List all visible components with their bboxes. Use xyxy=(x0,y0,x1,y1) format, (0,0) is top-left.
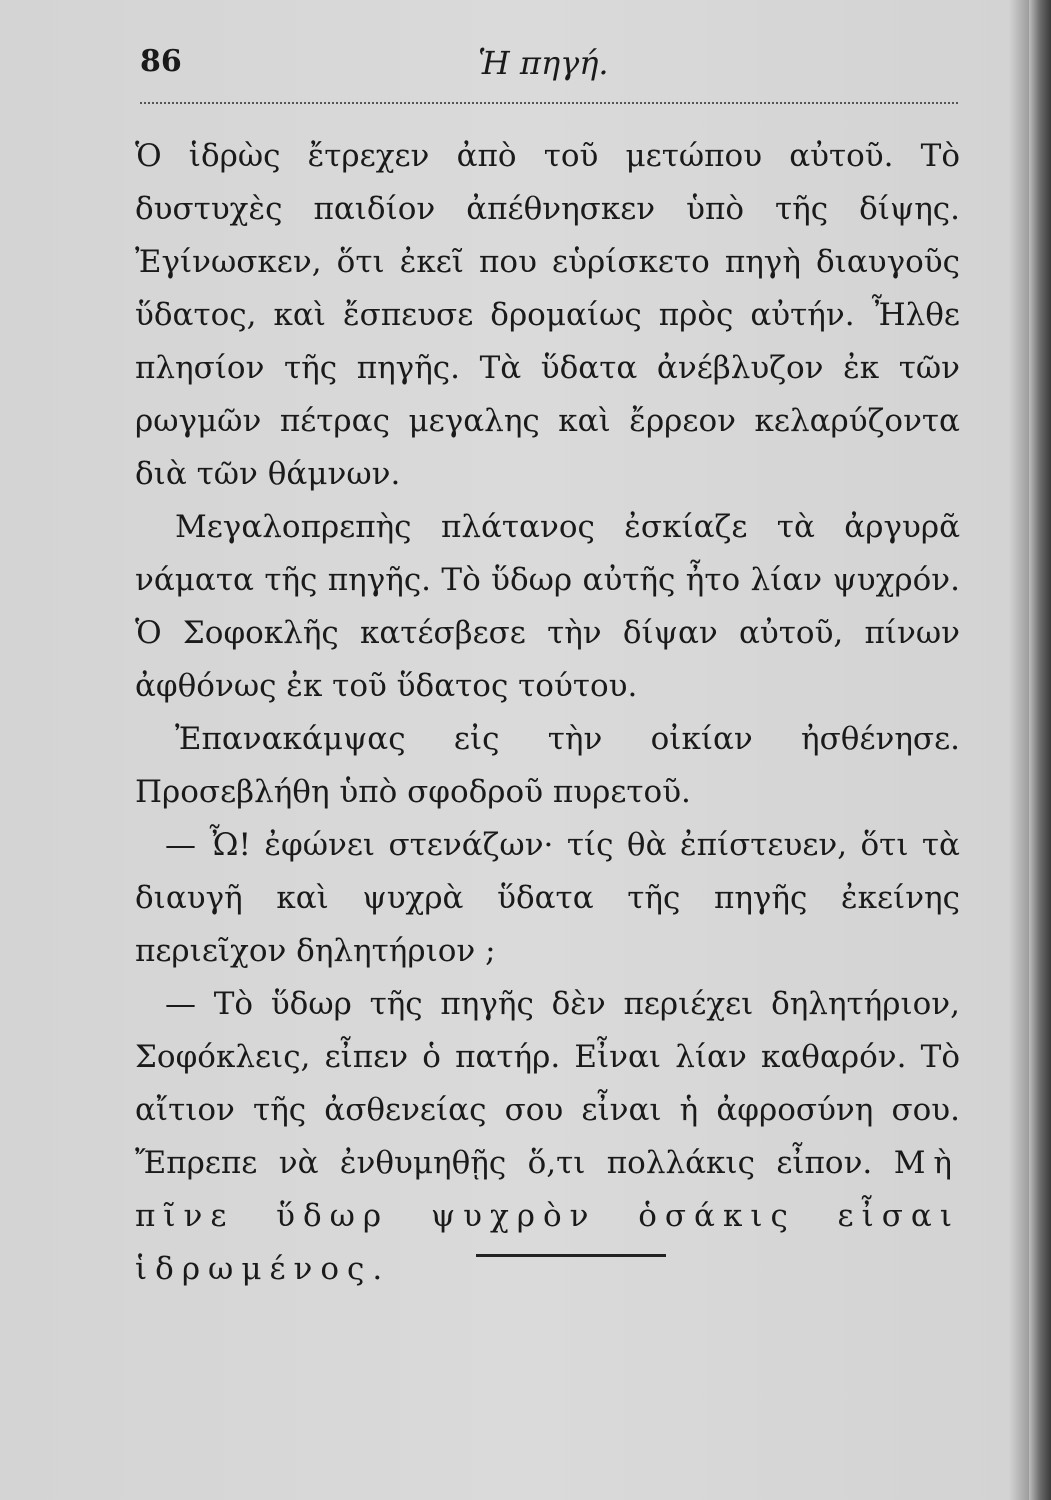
paragraph: Ἐπανακάμψας εἰς τὴν οἰκίαν ἠσθένησε. Προσεβλήθη ὑπὸ σφοδροῦ πυρετοῦ. xyxy=(135,721,960,810)
header-rule xyxy=(140,102,958,104)
book-spine-shadow xyxy=(1029,0,1051,1500)
paragraph-dialogue xyxy=(135,978,960,1296)
paragraph-text: — Τὸ ὕδωρ τῆς πηγῆς δὲν περιέχει δηλητήριον, Σοφόκλεις, εἶπεν ὁ πατήρ. Εἶναι λίαν καθαρόν. Τὸ αἴτιον τῆς ἀσθενείας σου εἶναι ἡ ἀφροσύνη σου. Ἔπρεπε νὰ ἐνθυμηθῇς ὅ,τι πολλάκις εἶπον. xyxy=(135,986,960,1181)
emphasized-text: Μὴ πῖνε ὕδωρ ψυχρὸν ὁσάκις εἶσαι ἱδρωμένος. xyxy=(135,1145,961,1287)
page-header xyxy=(140,40,960,100)
body-text xyxy=(135,130,960,1296)
paragraph: Μεγαλοπρεπὴς πλάτανος ἐσκίαζε τὰ ἀργυρᾶ νάματα τῆς πηγῆς. Τὸ ὕδωρ αὐτῆς ἦτο λίαν ψυχρόν. Ὁ Σοφοκλῆς κατέσβεσε τὴν δίψαν αὐτοῦ, πίνων ἀφθόνως ἐκ τοῦ ὕδατος τούτου. xyxy=(135,509,960,704)
paragraph-dialogue: — Ὦ! ἐφώνει στενάζων· τίς θὰ ἐπίστευεν, ὅτι τὰ διαυγῆ καὶ ψυχρὰ ὕδατα τῆς πηγῆς ἐκείνης περιεῖχον δηλητήριον ; xyxy=(135,827,960,969)
running-title: Ἡ πηγή. xyxy=(478,44,609,82)
end-rule xyxy=(476,1254,666,1257)
paragraph: Ὁ ἱδρὼς ἔτρεχεν ἀπὸ τοῦ μετώπου αὐτοῦ. Τὸ δυστυχὲς παιδίον ἀπέθνησκεν ὑπὸ τῆς δίψης. Ἐγίνωσκεν, ὅτι ἐκεῖ που εὑρίσκετο πηγὴ διαυγοῦς ὕδατος, καὶ ἔσπευσε δρομαίως πρὸς αὐτήν. Ἦλθε πλησίον τῆς πηγῆς. Τὰ ὕδατα ἀνέβλυζον ἐκ τῶν ρωγμῶν πέτρας μεγαλης καὶ ἔρρεον κελαρύζοντα διὰ τῶν θάμνων. xyxy=(135,138,960,492)
page-number: 86 xyxy=(140,44,182,79)
